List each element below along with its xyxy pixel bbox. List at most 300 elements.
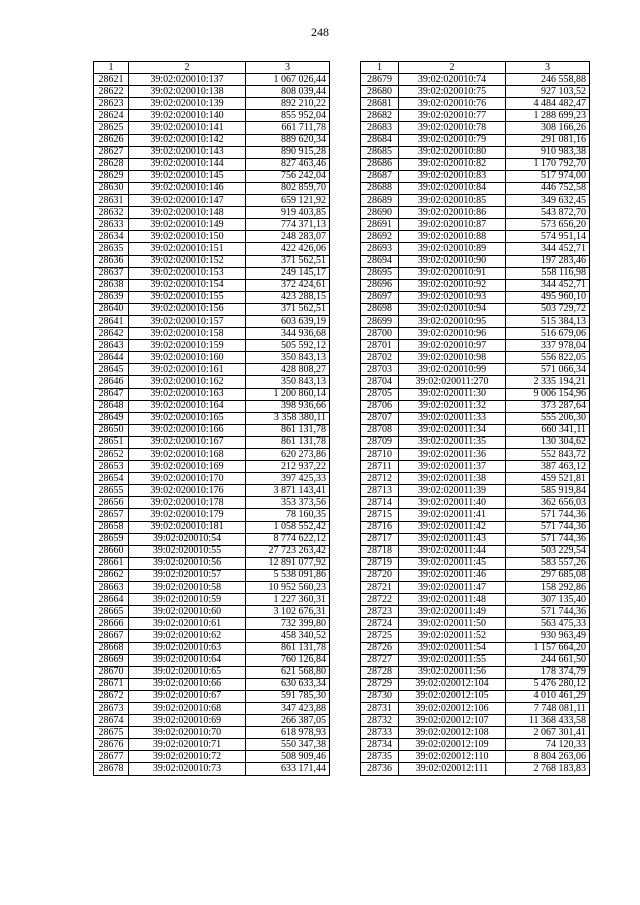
cadastral-number-cell: 39:02:020011:33: [399, 412, 506, 424]
table-row: [94, 388, 330, 400]
row-number-cell: 28725: [361, 630, 399, 642]
table-row: [94, 303, 330, 315]
value-cell: 508 909,46: [246, 751, 330, 763]
value-cell: 350 843,13: [246, 376, 330, 388]
cadastral-number-cell: 39:02:020010:80: [399, 146, 506, 158]
value-cell: 760 126,84: [246, 654, 330, 666]
column-header-3: 3: [246, 62, 330, 74]
table-row: [94, 569, 330, 581]
value-cell: 603 639,19: [246, 315, 330, 327]
cadastral-number-cell: 39:02:020011:41: [399, 509, 506, 521]
column-header-1: 1: [94, 62, 129, 74]
cadastral-number-cell: 39:02:020011:37: [399, 461, 506, 473]
table-row: [361, 170, 590, 182]
row-number-cell: 28673: [94, 702, 129, 714]
row-number-cell: 28641: [94, 315, 129, 327]
value-cell: 11 368 433,58: [506, 715, 590, 727]
value-cell: 573 656,20: [506, 219, 590, 231]
value-cell: 244 661,50: [506, 654, 590, 666]
value-cell: 350 843,13: [246, 352, 330, 364]
cadastral-number-cell: 39:02:020011:36: [399, 449, 506, 461]
row-number-cell: 28671: [94, 678, 129, 690]
table-row: [361, 449, 590, 461]
row-number-cell: 28726: [361, 642, 399, 654]
cadastral-number-cell: 39:02:020010:151: [129, 243, 246, 255]
table-row: [94, 436, 330, 448]
cadastral-number-cell: 39:02:020012:110: [399, 751, 506, 763]
row-number-cell: 28721: [361, 582, 399, 594]
table-row: [361, 74, 590, 86]
cadastral-number-cell: 39:02:020011:52: [399, 630, 506, 642]
cadastral-number-cell: 39:02:020010:178: [129, 497, 246, 509]
table-row: [361, 618, 590, 630]
value-cell: 9 006 154,96: [506, 388, 590, 400]
table-row: [361, 533, 590, 545]
row-number-cell: 28674: [94, 715, 129, 727]
cadastral-number-cell: 39:02:020011:35: [399, 436, 506, 448]
value-cell: 585 919,84: [506, 485, 590, 497]
row-number-cell: 28652: [94, 449, 129, 461]
row-number-cell: 28695: [361, 267, 399, 279]
table-row: [361, 291, 590, 303]
table-row: [94, 594, 330, 606]
cadastral-number-cell: 39:02:020010:169: [129, 461, 246, 473]
table-row: [94, 485, 330, 497]
cadastral-number-cell: 39:02:020011:43: [399, 533, 506, 545]
table-row: [361, 654, 590, 666]
table-row: [361, 727, 590, 739]
value-cell: 3 871 143,41: [246, 485, 330, 497]
cadastral-number-cell: 39:02:020010:55: [129, 545, 246, 557]
row-number-cell: 28667: [94, 630, 129, 642]
cadastral-number-cell: 39:02:020010:62: [129, 630, 246, 642]
value-cell: 371 562,51: [246, 303, 330, 315]
table-row: [94, 521, 330, 533]
cadastral-number-cell: 39:02:020011:42: [399, 521, 506, 533]
value-cell: 571 744,36: [506, 606, 590, 618]
cadastral-number-cell: 39:02:020010:64: [129, 654, 246, 666]
table-row: [361, 557, 590, 569]
value-cell: 892 210,22: [246, 98, 330, 110]
table-row: [94, 364, 330, 376]
table-row: [94, 545, 330, 557]
row-number-cell: 28621: [94, 74, 129, 86]
value-cell: 2 067 301,41: [506, 727, 590, 739]
row-number-cell: 28649: [94, 412, 129, 424]
column-header-3: 3: [506, 62, 590, 74]
cadastral-number-cell: 39:02:020010:65: [129, 666, 246, 678]
value-cell: 515 384,13: [506, 315, 590, 327]
table-row: [361, 642, 590, 654]
table-row: [361, 158, 590, 170]
cadastral-number-cell: 39:02:020010:179: [129, 509, 246, 521]
row-number-cell: 28633: [94, 219, 129, 231]
table-row: [361, 424, 590, 436]
table-row: [361, 473, 590, 485]
table-row: [361, 340, 590, 352]
cadastral-number-cell: 39:02:020010:83: [399, 170, 506, 182]
table-row: [94, 219, 330, 231]
row-number-cell: 28720: [361, 569, 399, 581]
row-number-cell: 28694: [361, 255, 399, 267]
cadastral-number-cell: 39:02:020010:54: [129, 533, 246, 545]
row-number-cell: 28650: [94, 424, 129, 436]
cadastral-number-cell: 39:02:020010:60: [129, 606, 246, 618]
value-cell: 591 785,30: [246, 690, 330, 702]
table-row: [94, 122, 330, 134]
row-number-cell: 28707: [361, 412, 399, 424]
table-row: [361, 763, 590, 775]
row-number-cell: 28647: [94, 388, 129, 400]
row-number-cell: 28730: [361, 690, 399, 702]
cadastral-number-cell: 39:02:020010:144: [129, 158, 246, 170]
cadastral-number-cell: 39:02:020010:142: [129, 134, 246, 146]
cadastral-number-cell: 39:02:020010:85: [399, 195, 506, 207]
row-number-cell: 28678: [94, 763, 129, 775]
cadastral-number-cell: 39:02:020010:86: [399, 207, 506, 219]
row-number-cell: 28660: [94, 545, 129, 557]
row-number-cell: 28723: [361, 606, 399, 618]
row-number-cell: 28648: [94, 400, 129, 412]
cadastral-number-cell: 39:02:020011:46: [399, 569, 506, 581]
value-cell: 808 039,44: [246, 86, 330, 98]
row-number-cell: 28700: [361, 328, 399, 340]
table-row: [361, 279, 590, 291]
table-row: [361, 594, 590, 606]
table-header-row: [94, 62, 330, 74]
table-row: [361, 303, 590, 315]
value-cell: 861 131,78: [246, 424, 330, 436]
row-number-cell: 28682: [361, 110, 399, 122]
table-row: [94, 654, 330, 666]
row-number-cell: 28643: [94, 340, 129, 352]
table-row: [361, 400, 590, 412]
row-number-cell: 28735: [361, 751, 399, 763]
value-cell: 1 058 552,42: [246, 521, 330, 533]
value-cell: 1 288 699,23: [506, 110, 590, 122]
table-row: [94, 279, 330, 291]
table-row: [94, 86, 330, 98]
row-number-cell: 28622: [94, 86, 129, 98]
cadastral-number-cell: 39:02:020011:47: [399, 582, 506, 594]
table-row: [94, 207, 330, 219]
table-row: [361, 231, 590, 243]
cadastral-number-cell: 39:02:020010:155: [129, 291, 246, 303]
cadastral-number-cell: 39:02:020012:104: [399, 678, 506, 690]
table-row: [94, 255, 330, 267]
value-cell: 428 808,27: [246, 364, 330, 376]
row-number-cell: 28632: [94, 207, 129, 219]
cadastral-number-cell: 39:02:020010:163: [129, 388, 246, 400]
table-row: [94, 352, 330, 364]
row-number-cell: 28664: [94, 594, 129, 606]
cadastral-number-cell: 39:02:020012:107: [399, 715, 506, 727]
table-row: [361, 485, 590, 497]
cadastral-number-cell: 39:02:020010:160: [129, 352, 246, 364]
table-row: [94, 182, 330, 194]
value-cell: 248 283,07: [246, 231, 330, 243]
row-number-cell: 28655: [94, 485, 129, 497]
cadastral-number-cell: 39:02:020010:167: [129, 436, 246, 448]
value-cell: 373 287,64: [506, 400, 590, 412]
row-number-cell: 28697: [361, 291, 399, 303]
table-row: [94, 267, 330, 279]
table-row: [94, 666, 330, 678]
value-cell: 7 748 081,11: [506, 702, 590, 714]
row-number-cell: 28727: [361, 654, 399, 666]
value-cell: 10 952 560,23: [246, 582, 330, 594]
table-row: [94, 702, 330, 714]
value-cell: 353 373,56: [246, 497, 330, 509]
row-number-cell: 28724: [361, 618, 399, 630]
value-cell: 1 157 664,20: [506, 642, 590, 654]
page-number: 248: [311, 25, 329, 39]
table-row: [361, 182, 590, 194]
row-number-cell: 28627: [94, 146, 129, 158]
row-number-cell: 28688: [361, 182, 399, 194]
row-number-cell: 28637: [94, 267, 129, 279]
value-cell: 910 983,38: [506, 146, 590, 158]
row-number-cell: 28716: [361, 521, 399, 533]
table-row: [94, 134, 330, 146]
value-cell: 552 843,72: [506, 449, 590, 461]
value-cell: 571 744,36: [506, 509, 590, 521]
table-row: [94, 315, 330, 327]
row-number-cell: 28646: [94, 376, 129, 388]
value-cell: 8 804 263,06: [506, 751, 590, 763]
table-row: [94, 340, 330, 352]
cadastral-number-cell: 39:02:020010:137: [129, 74, 246, 86]
cadastral-number-cell: 39:02:020011:38: [399, 473, 506, 485]
row-number-cell: 28662: [94, 569, 129, 581]
table-row: [361, 509, 590, 521]
cadastral-number-cell: 39:02:020010:146: [129, 182, 246, 194]
value-cell: 2 768 183,83: [506, 763, 590, 775]
value-cell: 337 978,04: [506, 340, 590, 352]
value-cell: 556 822,05: [506, 352, 590, 364]
cadastral-number-cell: 39:02:020010:91: [399, 267, 506, 279]
table-row: [94, 618, 330, 630]
cadastral-number-cell: 39:02:020010:143: [129, 146, 246, 158]
table-row: [94, 146, 330, 158]
table-row: [94, 231, 330, 243]
value-cell: 446 752,58: [506, 182, 590, 194]
value-cell: 1 067 026,44: [246, 74, 330, 86]
cadastral-number-cell: 39:02:020010:69: [129, 715, 246, 727]
value-cell: 583 557,26: [506, 557, 590, 569]
cadastral-number-cell: 39:02:020010:141: [129, 122, 246, 134]
row-number-cell: 28714: [361, 497, 399, 509]
row-number-cell: 28712: [361, 473, 399, 485]
cadastral-number-cell: 39:02:020011:270: [399, 376, 506, 388]
cadastral-number-cell: 39:02:020010:138: [129, 86, 246, 98]
cadastral-number-cell: 39:02:020010:140: [129, 110, 246, 122]
table-row: [94, 739, 330, 751]
value-cell: 130 304,62: [506, 436, 590, 448]
row-number-cell: 28692: [361, 231, 399, 243]
value-cell: 344 452,71: [506, 243, 590, 255]
table-row: [94, 158, 330, 170]
row-number-cell: 28722: [361, 594, 399, 606]
row-number-cell: 28624: [94, 110, 129, 122]
row-number-cell: 28731: [361, 702, 399, 714]
table-row: [361, 678, 590, 690]
table-row: [361, 582, 590, 594]
table-row: [361, 521, 590, 533]
cadastral-number-cell: 39:02:020010:139: [129, 98, 246, 110]
table-row: [94, 557, 330, 569]
table-row: [361, 630, 590, 642]
table-header-row: [361, 62, 590, 74]
cadastral-number-cell: 39:02:020010:56: [129, 557, 246, 569]
row-number-cell: 28734: [361, 739, 399, 751]
row-number-cell: 28683: [361, 122, 399, 134]
value-cell: 78 160,35: [246, 509, 330, 521]
cadastral-number-cell: 39:02:020010:68: [129, 702, 246, 714]
value-cell: 74 120,33: [506, 739, 590, 751]
cadastral-number-cell: 39:02:020010:162: [129, 376, 246, 388]
cadastral-number-cell: 39:02:020010:74: [399, 74, 506, 86]
cadastral-number-cell: 39:02:020010:170: [129, 473, 246, 485]
row-number-cell: 28685: [361, 146, 399, 158]
row-number-cell: 28645: [94, 364, 129, 376]
cadastral-number-cell: 39:02:020010:63: [129, 642, 246, 654]
table-row: [361, 195, 590, 207]
cadastral-number-cell: 39:02:020011:54: [399, 642, 506, 654]
value-cell: 344 452,71: [506, 279, 590, 291]
value-cell: 503 229,54: [506, 545, 590, 557]
value-cell: 12 891 077,92: [246, 557, 330, 569]
value-cell: 930 963,49: [506, 630, 590, 642]
cadastral-number-cell: 39:02:020010:152: [129, 255, 246, 267]
value-cell: 291 081,16: [506, 134, 590, 146]
cadastral-number-cell: 39:02:020010:61: [129, 618, 246, 630]
cadastral-number-cell: 39:02:020010:87: [399, 219, 506, 231]
table-row: [361, 388, 590, 400]
row-number-cell: 28631: [94, 195, 129, 207]
table-row: [94, 473, 330, 485]
table-row: [361, 146, 590, 158]
table-row: [94, 678, 330, 690]
value-cell: 621 568,80: [246, 666, 330, 678]
cadastral-number-cell: 39:02:020012:105: [399, 690, 506, 702]
row-number-cell: 28644: [94, 352, 129, 364]
value-cell: 398 936,66: [246, 400, 330, 412]
value-cell: 827 463,46: [246, 158, 330, 170]
table-row: [94, 533, 330, 545]
row-number-cell: 28636: [94, 255, 129, 267]
table-row: [94, 606, 330, 618]
cadastral-number-cell: 39:02:020011:49: [399, 606, 506, 618]
value-cell: 503 729,72: [506, 303, 590, 315]
value-cell: 633 171,44: [246, 763, 330, 775]
table-row: [94, 582, 330, 594]
value-cell: 861 131,78: [246, 436, 330, 448]
table-row: [361, 364, 590, 376]
table-row: [361, 255, 590, 267]
table-row: [361, 86, 590, 98]
table-row: [361, 461, 590, 473]
row-number-cell: 28626: [94, 134, 129, 146]
row-number-cell: 28717: [361, 533, 399, 545]
cadastral-number-cell: 39:02:020010:154: [129, 279, 246, 291]
row-number-cell: 28625: [94, 122, 129, 134]
value-cell: 543 872,70: [506, 207, 590, 219]
table-row: [361, 134, 590, 146]
table-row: [94, 376, 330, 388]
cadastral-number-cell: 39:02:020010:76: [399, 98, 506, 110]
table-row: [361, 690, 590, 702]
row-number-cell: 28670: [94, 666, 129, 678]
row-number-cell: 28715: [361, 509, 399, 521]
cadastral-number-cell: 39:02:020011:50: [399, 618, 506, 630]
row-number-cell: 28691: [361, 219, 399, 231]
row-number-cell: 28698: [361, 303, 399, 315]
cadastral-number-cell: 39:02:020010:84: [399, 182, 506, 194]
table-row: [94, 461, 330, 473]
value-cell: 158 292,86: [506, 582, 590, 594]
value-cell: 5 538 091,86: [246, 569, 330, 581]
row-number-cell: 28638: [94, 279, 129, 291]
value-cell: 372 424,61: [246, 279, 330, 291]
row-number-cell: 28702: [361, 352, 399, 364]
table-row: [94, 243, 330, 255]
table-row: [94, 98, 330, 110]
cadastral-number-cell: 39:02:020010:168: [129, 449, 246, 461]
row-number-cell: 28718: [361, 545, 399, 557]
row-number-cell: 28680: [361, 86, 399, 98]
row-number-cell: 28732: [361, 715, 399, 727]
cadastral-number-cell: 39:02:020011:34: [399, 424, 506, 436]
table-row: [94, 74, 330, 86]
table-row: [361, 497, 590, 509]
table-row: [361, 98, 590, 110]
table-row: [361, 267, 590, 279]
value-cell: 249 145,17: [246, 267, 330, 279]
value-cell: 495 960,10: [506, 291, 590, 303]
row-number-cell: 28665: [94, 606, 129, 618]
row-number-cell: 28668: [94, 642, 129, 654]
value-cell: 732 399,80: [246, 618, 330, 630]
table-row: [94, 412, 330, 424]
row-number-cell: 28658: [94, 521, 129, 533]
value-cell: 4 484 482,47: [506, 98, 590, 110]
value-cell: 571 066,34: [506, 364, 590, 376]
value-cell: 1 227 360,31: [246, 594, 330, 606]
value-cell: 8 774 622,12: [246, 533, 330, 545]
row-number-cell: 28687: [361, 170, 399, 182]
row-number-cell: 28703: [361, 364, 399, 376]
row-number-cell: 28634: [94, 231, 129, 243]
row-number-cell: 28661: [94, 557, 129, 569]
row-number-cell: 28719: [361, 557, 399, 569]
table-row: [361, 666, 590, 678]
value-cell: 347 423,88: [246, 702, 330, 714]
cadastral-table-right: [360, 61, 590, 776]
value-cell: 362 656,03: [506, 497, 590, 509]
table-row: [361, 436, 590, 448]
cadastral-number-cell: 39:02:020010:70: [129, 727, 246, 739]
value-cell: 266 387,05: [246, 715, 330, 727]
table-row: [361, 376, 590, 388]
cadastral-number-cell: 39:02:020010:158: [129, 328, 246, 340]
row-number-cell: 28663: [94, 582, 129, 594]
table-row: [361, 739, 590, 751]
cadastral-number-cell: 39:02:020010:147: [129, 195, 246, 207]
row-number-cell: 28672: [94, 690, 129, 702]
row-number-cell: 28656: [94, 497, 129, 509]
table-row: [94, 195, 330, 207]
